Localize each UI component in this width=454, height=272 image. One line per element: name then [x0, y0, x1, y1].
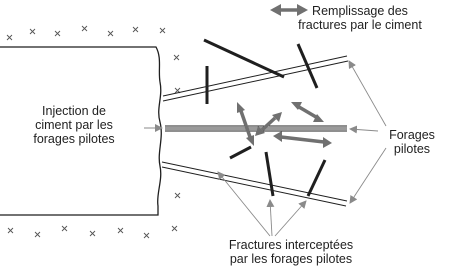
- pointer-fracture-b: [270, 200, 272, 236]
- fill-arrow-1: [237, 102, 254, 146]
- injection-line-1: Injection de: [42, 104, 106, 118]
- fill-arrow-2: [255, 112, 282, 136]
- injection-line-2: ciment par les: [35, 118, 113, 132]
- pointer-lines: [144, 61, 386, 236]
- legend-label: [270, 4, 450, 32]
- pointer-forages-middle: [350, 129, 378, 131]
- injection-line-3: forages pilotes: [33, 132, 115, 146]
- injection-label: [4, 104, 144, 146]
- legend-line-1: Remplissage des: [312, 4, 408, 18]
- fractures-line-1: Fractures interceptées: [228, 238, 354, 252]
- forages-label: [375, 128, 449, 156]
- pointer-forages-lower: [350, 148, 386, 203]
- fractures: [204, 40, 325, 196]
- fractures-label: [212, 238, 370, 266]
- fracture-1: [204, 40, 284, 77]
- fractures-line-2: par les forages pilotes: [229, 252, 353, 266]
- fracture-6: [308, 160, 325, 196]
- fill-arrow-4: [273, 131, 332, 148]
- pointer-fracture-a: [218, 172, 270, 236]
- forages-line-2: pilotes: [393, 142, 431, 156]
- pointer-forages-upper: [349, 61, 386, 126]
- borehole-lower: [162, 162, 347, 206]
- pilot-boreholes: [162, 56, 348, 206]
- forages-line-1: Forages: [389, 128, 435, 142]
- pointer-fracture-c: [275, 201, 306, 236]
- borehole-middle-fill: [165, 127, 347, 130]
- fill-arrow-3: [291, 102, 324, 122]
- fracture-4: [230, 147, 251, 158]
- legend-line-2: fractures par le ciment: [298, 18, 422, 32]
